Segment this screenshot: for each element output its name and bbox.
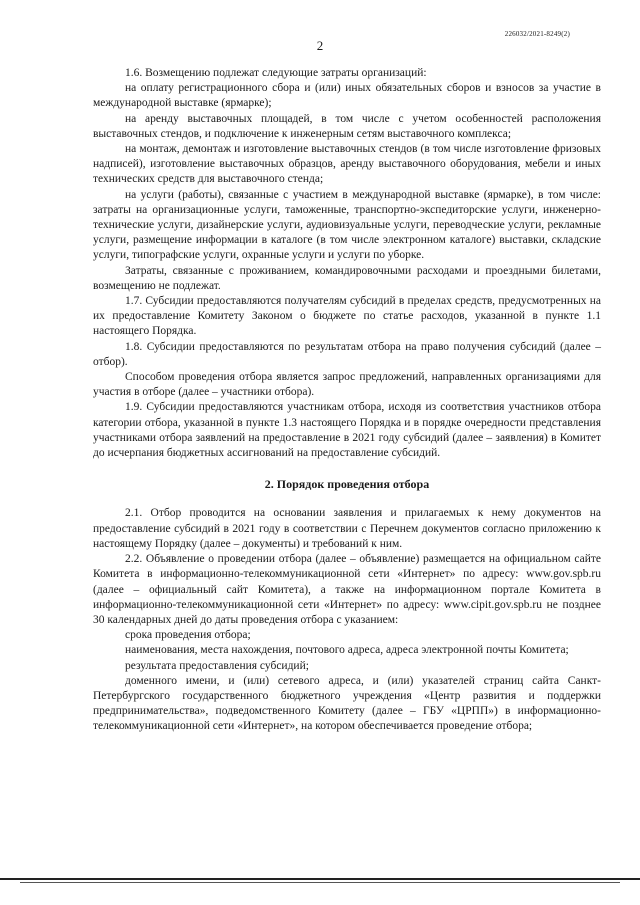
section-title: 2. Порядок проведения отбора [264,477,430,492]
list-item: доменного имени, и (или) сетевого адреса, и (или) указателей страниц сайта Санкт-Петербургского государственного бюджетного учреждения «Центр развития и поддержки предпринимательства», подведомственного Комитету (далее – ГБУ «ЦРПП») в информационно-телекоммуникационной сети «Интернет», на котором обеспечивается проведение отбора; [93,674,601,733]
paragraph: на оплату регистрационного сбора и (или) иных обязательных сборов и взносов за участие в международной выставке (ярмарке); [93,82,601,110]
paragraph: на аренду выставочных площадей, в том числе с учетом особенностей расположения выставочных стендов, и подключение к инженерным сетям выставочного комплекса; [93,112,601,140]
paragraph: Способом проведения отбора является запрос предложений, направленных организациями для участия в отборе (далее – участники отбора). [93,371,601,399]
document-body [93,66,601,735]
paragraph: 2.2. Объявление о проведении отбора (далее – объявление) размещается на официальном сайте Комитета в информационно-телекоммуникационной сети «Интернет» по адресу: www.gov.spb.ru (далее – официальный сайт Комитета), а также на информационном портале Комитета в информационно-телекоммуникационной сети «Интернет» по адресу: www.cipit.gov.spb.ru не позднее 30 календарных дней до даты проведения отбора с указанием: [93,553,601,626]
paragraph: на услуги (работы), связанные с участием в международной выставке (ярмарке), в том числе: затраты на организационные услуги, таможенные, транспортно-экспедиторские услуги, инженерно-технические услуги, дизайнерские услуги, аудиовизуальные услуги, переводческие услуги, рекламные услуги, размещение информации в каталоге (в том числе электронном каталоге) выставки, складские услуги, типографские услуги, охранные услуги и услуги по уборке. [93,188,601,262]
paragraph: 1.6. Возмещению подлежат следующие затраты организаций: [125,67,427,79]
paragraph: 1.9. Субсидии предоставляются участникам отбора, исходя из соответствия участников отбора категории отбора, указанной в пункте 1.3 настоящего Порядка и в порядке очередности представления участниками отбора заявлений на предоставление в 2021 году субсидий (далее – заявления) в Комитет до исчерпания бюджетных ассигнований на предоставление субсидий. [93,401,601,460]
scan-edge-line [0,878,640,880]
document-id: 226032/2021-8249(2) [504,30,570,38]
list-item: результата предоставления субсидий; [125,659,309,672]
list-item: наименования, места нахождения, почтового адреса, адреса электронной почты Комитета; [125,644,569,657]
list-item: срока проведения отбора; [125,629,251,642]
paragraph: 1.7. Субсидии предоставляются получателям субсидий в пределах средств, предусмотренных на их предоставление Комитету Законом о бюджете по статье расходов, указанной в пункте 1.1 настоящего Порядка. [93,295,601,338]
scan-edge-line [20,882,620,883]
paragraph: на монтаж, демонтаж и изготовление выставочных стендов (в том числе изготовление фризовых надписей), изготовление выставочных образцов, аренду выставочного оборудования, мебели и иных технических средств для выставочного стенда; [93,143,601,186]
page-number: 2 [316,38,324,53]
paragraph: 2.1. Отбор проводится на основании заявления и прилагаемых к нему документов на предоставление субсидий в 2021 году в соответствии с Перечнем документов согласно приложению к настоящему Порядку (далее – документы) и требований к ним. [93,507,601,550]
paragraph: 1.8. Субсидии предоставляются по результатам отбора на право получения субсидий (далее – отбор). [93,340,601,368]
paragraph: Затраты, связанные с проживанием, командировочными расходами и проездными билетами, возмещению не подлежат. [93,264,601,292]
